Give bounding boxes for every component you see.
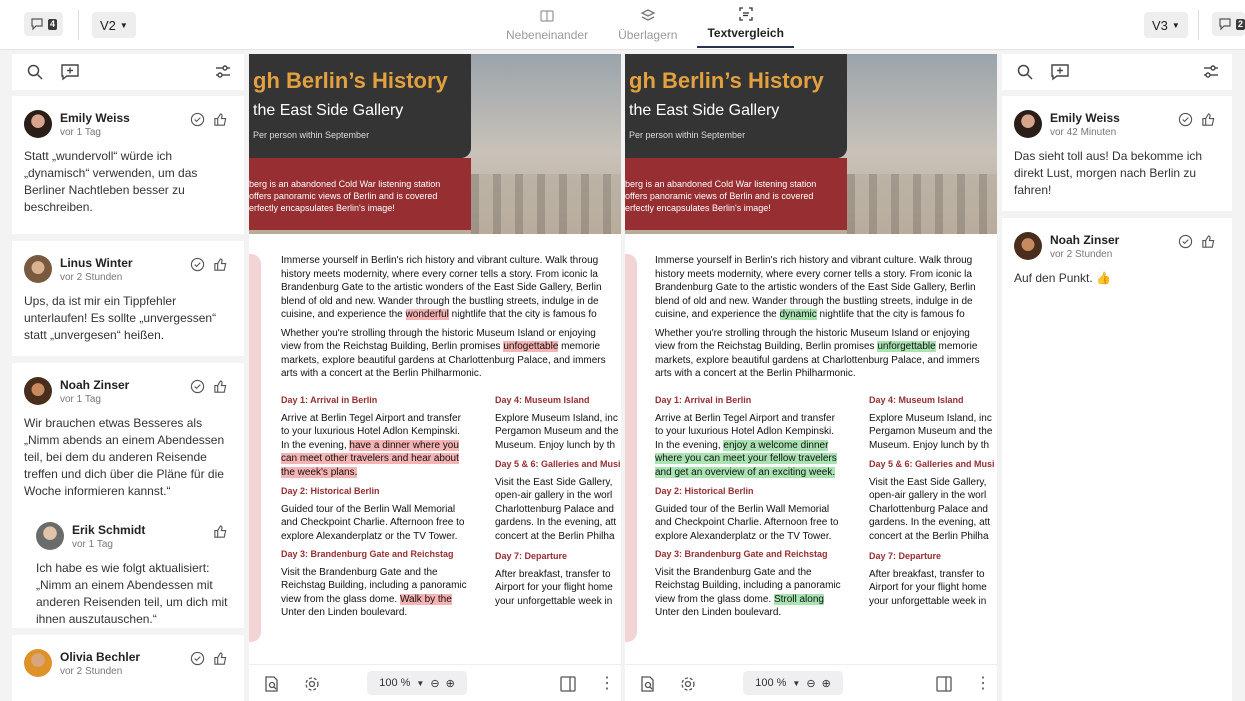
right-version-select[interactable] <box>1144 12 1188 38</box>
document-title: gh Berlin’s History <box>629 68 824 93</box>
thumbs-up-icon[interactable] <box>213 651 228 666</box>
tab-overlay[interactable] <box>608 0 687 48</box>
day-title: Day 5 & 6: Galleries and Musi <box>495 459 621 469</box>
thumbs-up-icon[interactable] <box>213 112 228 127</box>
day-2-section <box>281 485 464 543</box>
added-word-highlight[interactable]: dynamic <box>779 309 817 320</box>
right-comments-toggle[interactable] <box>1212 12 1245 36</box>
text-fragment: view from the glass dome. <box>281 593 400 605</box>
text-line: your unforgettable week in <box>495 595 613 607</box>
comment-author: Emily Weiss <box>1050 110 1120 125</box>
text-line: open-air gallery in the worl <box>869 490 987 501</box>
comments-toolbar <box>12 54 244 90</box>
text-line: concert at the Berlin Philha <box>495 530 615 542</box>
comment-time: vor 2 Stunden <box>1050 248 1113 260</box>
add-comment-icon[interactable] <box>1050 63 1070 81</box>
panel-layout-icon[interactable] <box>935 675 953 693</box>
tab-label: Überlagern <box>618 28 678 42</box>
comment-text: Ups, da ist mir ein Tippfehler unterlaufen! Es sollte „unvergessen“ statt „unvergesen“ heißen. <box>24 294 217 342</box>
avatar <box>24 255 52 283</box>
text-line: markets, explore beautiful gardens at Charlottenburg Palace, and immers <box>281 354 606 366</box>
added-text-highlight[interactable]: Stroll along <box>773 593 824 605</box>
gear-icon[interactable] <box>679 675 697 693</box>
resolve-check-icon[interactable] <box>1178 234 1193 249</box>
text-fragment: In the evening, <box>655 439 724 451</box>
text-line: Reichstag Building, including a panoramic <box>655 580 841 591</box>
day-2-section <box>655 485 838 543</box>
text-line: Charlottenburg Palace and <box>869 503 988 515</box>
text-line: gardens. In the evening, att <box>495 517 617 528</box>
zoom-out-icon[interactable]: ⊖ <box>806 677 816 690</box>
comment-author: Noah Zinser <box>60 377 130 392</box>
filter-icon[interactable] <box>1202 63 1220 81</box>
day-4-section <box>495 394 618 452</box>
more-options-icon[interactable]: ⋮ <box>599 675 615 692</box>
info-line: offers panoramic views of Berlin and is covered <box>625 191 814 201</box>
removed-word-highlight[interactable]: wonderful <box>405 309 449 320</box>
day-title: Day 7: Departure <box>869 551 942 561</box>
zoom-control[interactable] <box>367 671 467 695</box>
day-4-section <box>869 394 992 452</box>
right-version-label: V3 <box>1152 17 1168 33</box>
comment-card[interactable] <box>12 635 244 695</box>
text-fragment: cuisine, and experience the <box>281 309 406 320</box>
day-title: Day 4: Museum Island <box>495 395 590 405</box>
left-document-footer <box>249 664 621 701</box>
text-line: Arrive at Berlin Tegel Airport and transfer <box>655 412 835 424</box>
comment-reply[interactable] <box>36 510 232 628</box>
day-1-section <box>655 394 837 479</box>
text-line: open-air gallery in the worl <box>495 490 613 501</box>
day-title: Day 2: Historical Berlin <box>655 486 754 496</box>
comment-author: Noah Zinser <box>1050 232 1120 247</box>
text-line: arts with a concert at the Berlin Philharmonic. <box>281 368 482 379</box>
divider <box>78 10 79 40</box>
text-line: After breakfast, transfer to <box>495 568 611 580</box>
resolve-check-icon[interactable] <box>190 112 205 127</box>
text-line: Visit the East Side Gallery, <box>869 476 987 488</box>
per-person-note: Per person within September <box>253 130 370 140</box>
zoom-level: 100 % <box>379 677 411 689</box>
comment-text: Statt „wundervoll“ würde ich „dynamisch“ verwenden, um das Berliner Nachtleben besser zu beschreiben. <box>24 149 198 214</box>
text-line: Explore Museum Island, inc <box>869 412 992 424</box>
info-line: berg is an abandoned Cold War listening station <box>625 179 817 189</box>
added-text-highlight[interactable]: and get an overview of an exciting week. <box>655 466 836 478</box>
removed-text-highlight[interactable]: Walk by the <box>399 593 452 605</box>
document-title: gh Berlin’s History <box>253 68 448 93</box>
text-line: explore Alexanderplatz or the TV Tower. <box>655 530 832 542</box>
text-fragment: In the evening, <box>281 439 350 451</box>
text-line: Pergamon Museum and the <box>495 426 619 437</box>
text-line: arts with a concert at the Berlin Philharmonic. <box>655 368 856 379</box>
right-comment-count: 2 <box>1237 18 1243 29</box>
add-comment-icon[interactable] <box>60 63 80 81</box>
day-5-6-section <box>869 458 995 543</box>
text-fragment: view from the Reichstag Building, Berlin promises <box>281 341 504 352</box>
text-line: Immerse yourself in Berlin's rich history and vibrant culture. Walk throug <box>655 255 973 266</box>
document-subtitle: the East Side Gallery <box>253 102 404 119</box>
right-document-view[interactable] <box>625 54 997 664</box>
info-box-text <box>625 178 835 214</box>
tab-text-compare[interactable] <box>697 0 793 48</box>
tab-label: Textvergleich <box>707 26 784 40</box>
avatar <box>1014 110 1042 138</box>
removed-text-highlight[interactable]: can meet other travelers and hear about <box>281 453 459 464</box>
left-version-select[interactable] <box>92 12 136 38</box>
text-line: to your luxurious Hotel Adlon Kempinski. <box>655 426 834 437</box>
per-person-note: Per person within September <box>629 130 746 140</box>
text-line: blend of old and new. Wander through the bustling streets, indulge in de <box>655 295 973 307</box>
text-compare-icon <box>738 6 754 22</box>
left-document-view[interactable] <box>249 54 621 664</box>
zoom-control[interactable] <box>743 671 843 695</box>
intro-text <box>655 254 995 386</box>
comment-card[interactable] <box>1002 218 1232 298</box>
text-fragment: cuisine, and experience the <box>655 309 780 320</box>
tab-side-by-side[interactable] <box>496 0 598 48</box>
text-line: Museum. Enjoy lunch by th <box>869 439 990 451</box>
added-word-highlight[interactable]: unforgettable <box>877 341 936 352</box>
text-line: Airport for your flight home <box>869 582 987 593</box>
day-title: Day 1: Arrival in Berlin <box>655 395 752 405</box>
day-title: Day 4: Museum Island <box>869 395 964 405</box>
text-line: Charlottenburg Palace and <box>495 503 614 515</box>
text-line: your unforgettable week in <box>869 595 987 607</box>
added-text-highlight[interactable]: enjoy a welcome dinner <box>723 439 829 451</box>
day-title: Day 3: Brandenburg Gate and Reichstag <box>281 549 454 559</box>
left-comments-panel <box>12 54 244 701</box>
gear-icon[interactable] <box>303 675 321 693</box>
comment-author: Linus Winter <box>60 255 133 270</box>
text-line: Whether you're strolling through the historic Museum Island or enjoying <box>281 327 596 339</box>
comment-card[interactable] <box>12 363 244 635</box>
text-fragment: view from the Reichstag Building, Berlin promises <box>655 341 878 352</box>
resolve-check-icon[interactable] <box>1178 112 1193 127</box>
info-line: erfectly encapsulates Berlin's image! <box>625 203 771 213</box>
day-5-6-section <box>495 458 621 543</box>
find-page-icon[interactable] <box>639 675 657 693</box>
avatar <box>1014 232 1042 260</box>
day-7-section <box>495 550 613 608</box>
divider <box>1198 10 1199 40</box>
comment-time: vor 1 Tag <box>72 538 113 550</box>
text-line: to your luxurious Hotel Adlon Kempinski. <box>281 426 460 437</box>
text-line: Explore Museum Island, inc <box>495 412 618 424</box>
text-line: Airport for your flight home <box>495 582 613 593</box>
page-edge <box>625 254 637 642</box>
text-line: gardens. In the evening, att <box>869 517 991 528</box>
zoom-level: 100 % <box>755 677 787 689</box>
text-line: Brandenburg Gate to the artistic wonders of the East Side Gallery, Berlin <box>655 282 976 293</box>
document-subtitle: the East Side Gallery <box>629 102 780 119</box>
day-title: Day 3: Brandenburg Gate and Reichstag <box>655 549 828 559</box>
comment-author: Erik Schmidt <box>72 522 146 537</box>
text-line: Brandenburg Gate to the artistic wonders of the East Side Gallery, Berlin <box>281 282 602 293</box>
chevron-down-icon: ▼ <box>1171 20 1180 30</box>
text-line: Whether you're strolling through the historic Museum Island or enjoying <box>655 327 970 339</box>
chevron-down-icon: ▼ <box>416 678 425 688</box>
zoom-in-icon[interactable]: ⊕ <box>821 677 831 690</box>
comment-icon <box>30 17 44 31</box>
thumbs-up-icon[interactable] <box>213 379 228 394</box>
text-line: Reichstag Building, including a panoramic <box>281 580 467 591</box>
avatar <box>36 522 64 550</box>
comment-author: Olivia Bechler <box>60 649 141 664</box>
text-line: Arrive at Berlin Tegel Airport and transfer <box>281 412 461 424</box>
text-line: Museum. Enjoy lunch by th <box>495 439 616 451</box>
day-title: Day 1: Arrival in Berlin <box>281 395 378 405</box>
text-fragment: view from the glass dome. <box>655 593 774 605</box>
info-line: offers panoramic views of Berlin and is covered <box>249 191 438 201</box>
thumbs-up-icon[interactable] <box>213 257 228 272</box>
text-line: Pergamon Museum and the <box>869 426 993 437</box>
text-line: Visit the Brandenburg Gate and the <box>655 566 812 578</box>
panel-layout-icon[interactable] <box>559 675 577 693</box>
day-title: Day 7: Departure <box>495 551 568 561</box>
day-3-section <box>655 548 841 620</box>
avatar <box>24 110 52 138</box>
text-line: Visit the East Side Gallery, <box>495 476 613 488</box>
day-title: Day 5 & 6: Galleries and Musi <box>869 459 995 469</box>
text-line: Unter den Linden boulevard. <box>281 607 408 618</box>
comment-time: vor 1 Tag <box>60 393 101 405</box>
info-line: erfectly encapsulates Berlin's image! <box>249 203 395 213</box>
more-options-icon[interactable]: ⋮ <box>975 675 991 692</box>
comment-time: vor 42 Minuten <box>1050 126 1117 138</box>
text-line: Visit the Brandenburg Gate and the <box>281 566 438 578</box>
text-line: explore Alexanderplatz or the TV Tower. <box>281 530 458 542</box>
thumbs-up-icon[interactable] <box>1201 112 1216 127</box>
right-comments-panel <box>1002 54 1232 701</box>
text-line: Unter den Linden boulevard. <box>655 607 782 618</box>
text-line: history meets modernity, where every corner tells a story. From iconic la <box>655 268 972 280</box>
left-comment-count: 4 <box>50 18 56 29</box>
search-icon[interactable] <box>26 63 44 81</box>
zoom-out-icon[interactable]: ⊖ <box>430 677 440 690</box>
left-version-label: V2 <box>100 17 116 33</box>
right-document-footer <box>625 664 997 701</box>
resolve-check-icon[interactable] <box>190 379 205 394</box>
day-title: Day 2: Historical Berlin <box>281 486 380 496</box>
thumbs-up-icon[interactable] <box>1201 234 1216 249</box>
text-line: markets, explore beautiful gardens at Charlottenburg Palace, and immers <box>655 354 980 366</box>
text-fragment: nightlife that the city is famous fo <box>448 309 597 320</box>
added-text-highlight[interactable]: where you can meet your fellow travelers <box>655 453 837 464</box>
avatar <box>24 377 52 405</box>
text-line: history meets modernity, where every corner tells a story. From iconic la <box>281 268 598 280</box>
text-line: and Checkpoint Charlie. Afternoon free to <box>655 517 839 528</box>
removed-text-highlight[interactable]: the week's plans. <box>281 466 358 478</box>
resolve-check-icon[interactable] <box>190 651 205 666</box>
day-3-section <box>281 548 467 620</box>
comment-card[interactable] <box>1002 96 1232 218</box>
text-line: Immerse yourself in Berlin's rich history and vibrant culture. Walk throug <box>281 255 599 266</box>
filter-icon[interactable] <box>214 63 232 81</box>
left-comments-toggle[interactable] <box>24 12 63 36</box>
layers-icon <box>640 8 656 24</box>
info-line: berg is an abandoned Cold War listening station <box>249 179 441 189</box>
comment-card[interactable] <box>12 241 244 363</box>
resolve-check-icon[interactable] <box>190 257 205 272</box>
zoom-in-icon[interactable]: ⊕ <box>445 677 455 690</box>
day-1-section <box>281 394 461 479</box>
comment-author: Emily Weiss <box>60 110 130 125</box>
text-fragment: nightlife that the city is famous fo <box>816 309 965 320</box>
page-edge <box>249 254 261 642</box>
tab-label: Nebeneinander <box>506 28 589 42</box>
comment-time: vor 2 Stunden <box>60 271 123 283</box>
comment-text: Das sieht toll aus! Da bekomme ich direkt Lust, morgen nach Berlin zu fahren! <box>1014 149 1203 197</box>
avatar <box>24 649 52 677</box>
text-line: concert at the Berlin Philha <box>869 530 989 542</box>
info-box-text <box>249 178 459 214</box>
comment-time: vor 2 Stunden <box>60 665 123 677</box>
find-page-icon[interactable] <box>263 675 281 693</box>
comment-icon <box>1218 17 1232 31</box>
comments-toolbar <box>1002 54 1232 90</box>
removed-text-highlight[interactable]: have a dinner where you <box>349 439 459 451</box>
comment-text: Ich habe es wie folgt aktualisiert: „Nimm an einem Abendessen mit anderen Reisenden teil, um dich mit ihnen auszutauschen.“ <box>36 561 228 626</box>
side-by-side-icon <box>539 8 555 24</box>
text-line: Guided tour of the Berlin Wall Memorial <box>655 503 830 515</box>
comment-text: Auf den Punkt. 👍 <box>1014 271 1111 285</box>
text-line: blend of old and new. Wander through the bustling streets, indulge in de <box>281 295 599 307</box>
top-bar <box>0 0 1245 50</box>
chevron-down-icon: ▼ <box>792 678 801 688</box>
comment-card[interactable] <box>12 96 244 241</box>
text-line: After breakfast, transfer to <box>869 568 985 580</box>
comment-text: Wir brauchen etwas Besseres als „Nimm abends an einem Abendessen teil, bei dem du anderen Reisende treffen und dich über die Pläne für die Woche informieren kannst.“ <box>24 416 225 498</box>
day-7-section <box>869 550 987 608</box>
search-icon[interactable] <box>1016 63 1034 81</box>
thumbs-up-icon[interactable] <box>213 524 228 539</box>
text-fragment: memorie <box>558 341 601 352</box>
text-line: Guided tour of the Berlin Wall Memorial <box>281 503 456 515</box>
comment-time: vor 1 Tag <box>60 126 101 138</box>
chevron-down-icon: ▼ <box>119 20 128 30</box>
text-line: and Checkpoint Charlie. Afternoon free to <box>281 517 465 528</box>
removed-word-highlight[interactable]: unfogettable <box>503 341 559 352</box>
text-fragment: memorie <box>935 341 978 352</box>
view-tabs <box>496 0 794 50</box>
intro-text <box>281 254 621 386</box>
